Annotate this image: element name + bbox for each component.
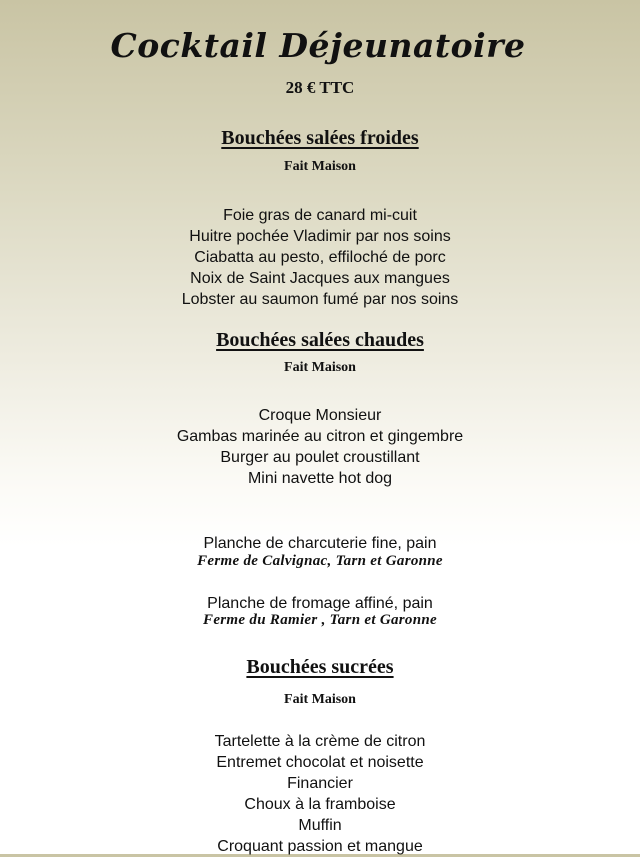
menu-item: Financier bbox=[287, 775, 353, 792]
section-title-froides: Bouchées salées froides bbox=[221, 127, 419, 149]
menu-item: Burger au poulet croustillant bbox=[220, 449, 420, 466]
section-subtitle-froides: Fait Maison bbox=[284, 159, 356, 174]
items-list-sucrees bbox=[0, 731, 640, 857]
items-list-chaudes bbox=[0, 405, 640, 489]
menu-item: Lobster au saumon fumé par nos soins bbox=[181, 291, 459, 308]
menu-item: Tartelette à la crème de citron bbox=[214, 733, 426, 750]
items-list-froides bbox=[0, 205, 640, 310]
menu-item: Entremet chocolat et noisette bbox=[216, 754, 424, 771]
planche-charcuterie-origin: Ferme de Calvignac, Tarn et Garonne bbox=[197, 553, 443, 569]
menu-item: Muffin bbox=[298, 817, 342, 834]
menu-item: Ciabatta au pesto, effiloché de porc bbox=[194, 249, 446, 266]
planche-charcuterie-label: Planche de charcuterie fine, pain bbox=[203, 535, 437, 552]
menu-item: Croque Monsieur bbox=[258, 407, 382, 424]
menu-item: Noix de Saint Jacques aux mangues bbox=[190, 270, 450, 287]
menu-item: Mini navette hot dog bbox=[247, 470, 393, 487]
menu-item: Choux à la framboise bbox=[244, 796, 396, 813]
menu-title: Cocktail Déjeunatoire bbox=[110, 26, 526, 65]
menu-item: Foie gras de canard mi-cuit bbox=[223, 207, 417, 224]
section-subtitle-sucrees: Fait Maison bbox=[284, 692, 356, 707]
menu-item: Gambas marinée au citron et gingembre bbox=[176, 428, 464, 445]
planche-fromage-origin: Ferme du Ramier , Tarn et Garonne bbox=[203, 612, 437, 628]
menu-price: 28 € TTC bbox=[285, 78, 355, 97]
section-subtitle-chaudes: Fait Maison bbox=[284, 360, 356, 375]
section-title-chaudes: Bouchées salées chaudes bbox=[216, 329, 424, 351]
menu-item: Croquant passion et mangue bbox=[217, 838, 423, 855]
section-title-sucrees: Bouchées sucrées bbox=[246, 656, 394, 678]
planche-fromage-label: Planche de fromage affiné, pain bbox=[207, 595, 433, 612]
menu-item: Huitre pochée Vladimir par nos soins bbox=[189, 228, 451, 245]
